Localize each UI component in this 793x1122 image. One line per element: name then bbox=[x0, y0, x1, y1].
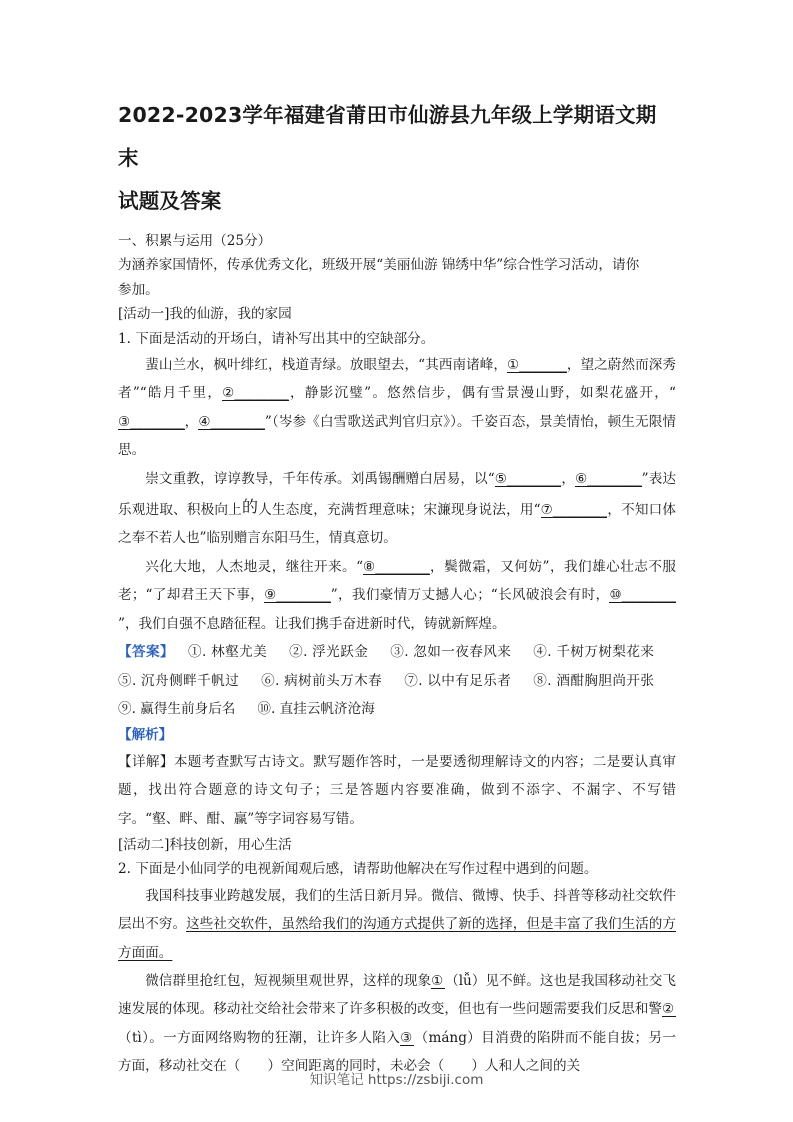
paragraph-culture: 崇文重教，谆谆教导，千年传承。刘禹锡酬赠白居易，以“⑤________，⑥________”表达乐观进取、积极向上的人生态度，充满哲理意味；宋濂现身说法，用“⑦________，不知口体之奉不若人也”临别赠言东阳马生，情真意切。 bbox=[118, 470, 677, 547]
paragraph-tech: 我国科技事业跨越发展，我们的生活日新月异。微信、微博、快手、抖普等移动社交软件层出不穷。这些社交软件，虽然给我们的沟通方式提供了新的选择，但是丰富了我们生活的方方面面。 bbox=[118, 887, 677, 961]
question-2: 2. 下面是小仙同学的电视新闻观后感，请帮助他解决在写作过程中遇到的问题。 bbox=[118, 861, 598, 878]
char-blank-2[interactable]: ② bbox=[662, 1001, 675, 1018]
answer-item: ④. 千树万树梨花来 bbox=[533, 644, 654, 661]
section-heading: 一、积累与运用（25分） bbox=[118, 233, 272, 249]
analysis-detail: 【详解】本题考查默写古诗文。默写题作答时，一是要透彻理解诗文的内容；二是要认真审题，找出符合题意的诗文句子；三是答题内容要准确，做到不添字、不漏字、不写错字。“壑、畔、酣、赢”等字词容易写错。 bbox=[118, 753, 676, 827]
document-page bbox=[118, 94, 676, 1081]
answer-item: ⑧. 酒酣胸胆尚开张 bbox=[533, 672, 654, 689]
activity-1-heading: [活动一]我的仙游，我的家园 bbox=[118, 306, 292, 323]
char-blank-3[interactable]: ③ bbox=[400, 1029, 413, 1046]
blank-5[interactable]: ⑤________ bbox=[494, 470, 562, 487]
answer-tag: 【答案】 bbox=[118, 644, 175, 661]
answer-item: ⑨. 赢得生前身后名 bbox=[118, 700, 236, 717]
inserted-char: 的 bbox=[241, 497, 259, 517]
blank-9[interactable]: ⑨________ bbox=[264, 587, 331, 604]
blank-7[interactable]: ⑦________ bbox=[540, 502, 608, 519]
intro-line-2: 参加。 bbox=[118, 281, 159, 298]
answer-item: ⑩. 直挂云帆济沧海 bbox=[257, 700, 375, 717]
paragraph-people: 兴化大地，人杰地灵，继往开来。“⑧________，鬓微霜，又何妨”，我们雄心壮志不服老；“了却君王天下事，⑨________”，我们豪情万丈撼人心；“长风破浪会有时，⑩________”，我们自强不息踏征程。让我们携手奋进新时代，铸就新辉煌。 bbox=[118, 558, 677, 632]
blank-10[interactable]: ⑩________ bbox=[609, 587, 676, 604]
char-blank-1[interactable]: ① bbox=[431, 972, 444, 989]
answer-item: ③. 忽如一夜春风来 bbox=[390, 644, 512, 661]
blank-1[interactable]: ①_______ bbox=[507, 357, 567, 374]
answer-item: ⑥. 病树前头万木春 bbox=[261, 672, 383, 689]
question-1: 1. 下面是活动的开场白，请补写出其中的空缺部分。 bbox=[118, 330, 435, 347]
answer-item: ⑤. 沉舟侧畔千帆过 bbox=[118, 672, 240, 689]
document-title bbox=[118, 94, 676, 223]
answer-item: ①. 林壑尤美 bbox=[187, 644, 268, 661]
answer-item: ⑦. 以中有足乐者 bbox=[404, 672, 512, 689]
activity-2-heading: [活动二]科技创新，用心生活 bbox=[118, 836, 292, 853]
blank-4[interactable]: ④________ bbox=[198, 413, 265, 430]
blank-3[interactable]: ③________ bbox=[118, 413, 185, 430]
underlined-sentence: 这些社交软件，虽然给我们的沟通方式提供了新的选择，但是丰富了我们生活的方方面面。 bbox=[118, 916, 677, 961]
blank-2[interactable]: ②________ bbox=[222, 385, 289, 402]
intro-line-1: 为涵养家国情怀，传承优秀文化，班级开展“美丽仙游 锦绣中华”综合性学习活动，请你 bbox=[118, 257, 640, 274]
paragraph-scenery: 蜚山兰水，枫叶绯红，栈道青绿。放眼望去，“其西南诸峰，①_______，望之蔚然而深秀者”“皓月千里，②________，静影沉璧”。悠然信步，偶有雪景漫山野，如梨花盛开，“③________，④________”（岑参《白雪歌送武判官归京》）。千姿百态，景美情怡，顿生无限情思。 bbox=[118, 357, 676, 459]
footer-watermark: 知识笔记 https://zsbiji.com bbox=[309, 1072, 484, 1088]
answer-item: ②. 浮光跃金 bbox=[289, 644, 369, 661]
blank-6[interactable]: ⑥________ bbox=[575, 470, 642, 487]
title-line-1: 2022-2023学年福建省莆田市仙游县九年级上学期语文期末 bbox=[118, 103, 657, 170]
title-line-2: 试题及答案 bbox=[118, 189, 222, 213]
answer-block bbox=[118, 638, 676, 723]
analysis-tag: 【解析】 bbox=[118, 727, 173, 744]
blank-8[interactable]: ⑧________ bbox=[363, 558, 430, 575]
paragraph-social: 微信群里抢红包，短视频里观世界，这样的现象① （lǚ）见不鲜。这也是我国移动社交飞速发展的体现。移动社交给社会带来了许多积极的改变，但也有一些问题需要我们反思和警②（tì）。一方面网络购物的狂潮，让许多人陷入③ （máng）目消费的陷阱而不能自拔；另一方面，移动社交在（ ）空间距离的同时，未必会（ ）人和人之间的关 bbox=[118, 972, 676, 1075]
